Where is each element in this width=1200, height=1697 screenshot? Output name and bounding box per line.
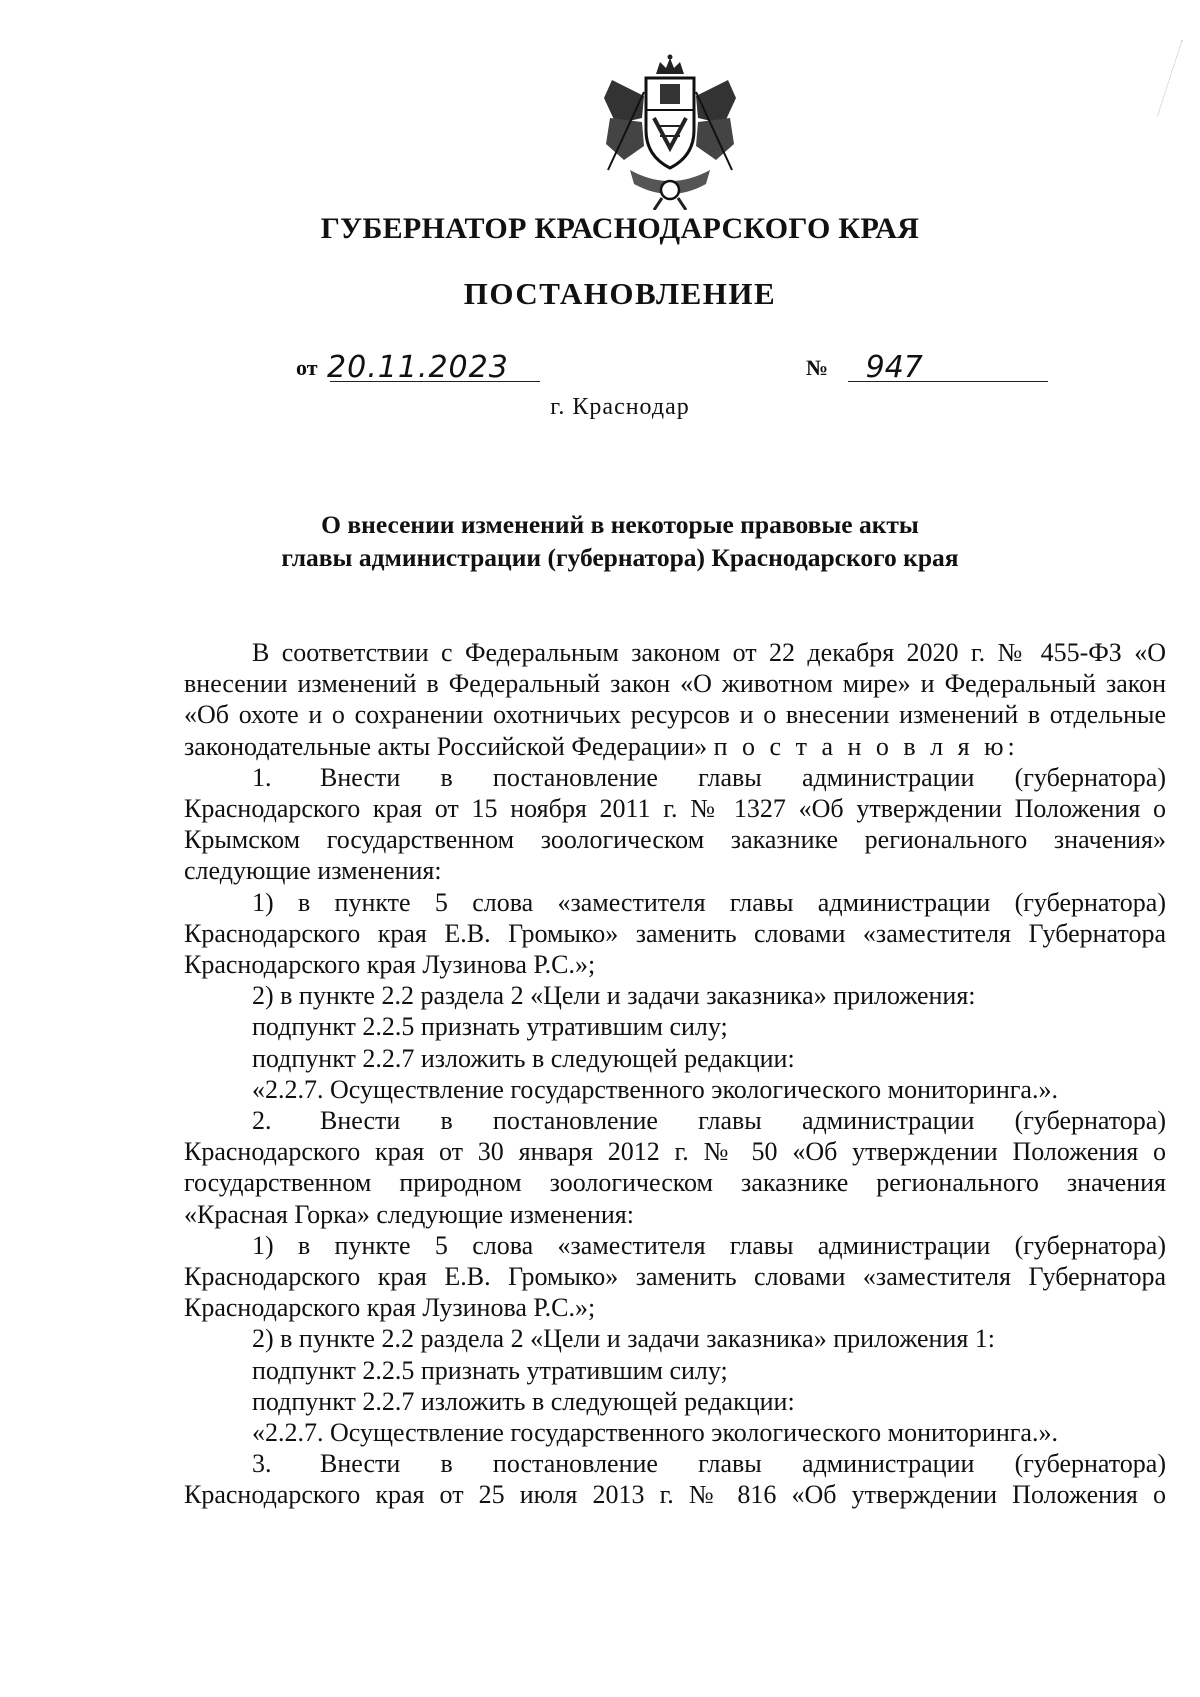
date-prefix: от [296,355,318,380]
item-2-sub-2: 2) в пункте 2.2 раздела 2 «Цели и задачи заказника» приложения 1: [252,1324,996,1354]
item-1 [184,762,1166,887]
item-1-sub-2: 2) в пункте 2.2 раздела 2 «Цели и задачи заказника» приложения: [252,981,976,1011]
preamble [184,637,1166,762]
handwritten-date: 20.11.2023 [327,350,509,385]
item-2-sub-2-b: подпункт 2.2.7 изложить в следующей редакции: [252,1386,795,1416]
title-line-2: главы администрации (губернатора) Краснодарского края [281,543,959,572]
coat-of-arms-emblem [602,52,738,210]
number-field [806,348,923,383]
item-2-text: Внести в постановление главы администрации (губернатора) Краснодарского края от 30 января 2012 г. № 50 «Об утверждении Положения о государственном природном зоологическом заказнике регионального значения «Красная Горка» следующие изменения: [184,1106,1166,1229]
item-2-sub-2-c: «2.2.7. Осуществление государственного экологического мониторинга.». [252,1418,1058,1448]
item-2-number: 2. [252,1106,272,1136]
document-title [0,508,1200,574]
date-underline [330,381,540,382]
item-1-sub-2-b: подпункт 2.2.7 изложить в следующей редакции: [252,1043,795,1073]
document-type: ПОСТАНОВЛЕНИЕ [463,276,777,311]
preamble-text: В соответствии с Федеральным законом от 22 декабря 2020 г. № 455-ФЗ «О внесении изменений в Федеральный закон «О животном мире» и Федеральный закон «Об охоте и о сохранении охотничьих ресурсов и о внесении изменений в отдельные законодательные акты Российской Федерации» [184,638,1166,761]
item-2-sub-2-a: подпункт 2.2.5 признать утратившим силу; [252,1355,728,1385]
item-2 [184,1105,1166,1230]
item-1-number: 1. [252,762,272,792]
item-1-sub-1: 1) в пункте 5 слова «заместителя главы администрации (губернатора) Краснодарского края Е.В. Громыко» заменить словами «заместителя Губернатора Краснодарского края Лузинова Р.С.»; [184,887,1166,980]
item-1-sub-2-c: «2.2.7. Осуществление государственного экологического мониторинга.». [252,1074,1058,1104]
item-3 [184,1448,1166,1510]
document-body [184,637,1166,1511]
date-field [296,348,509,383]
city-of-issue: г. Краснодар [550,394,690,420]
number-prefix: № [806,355,829,380]
item-3-number: 3. [252,1449,272,1479]
handwritten-number: 947 [865,350,923,385]
resolution-word: п о с т а н о в л я ю: [713,731,1019,761]
scan-artifact [1157,40,1194,120]
item-3-text: Внести в постановление главы администрации (губернатора) Краснодарского края от 25 июля 2013 г. № 816 «Об утверждении Положения о [184,1449,1166,1510]
item-1-text: Внести в постановление главы администрации (губернатора) Краснодарского края от 15 ноября 2011 г. № 1327 «Об утверждении Положения о Крымском государственном зоологическом заказнике регионального значения» следующие изменения: [184,762,1166,886]
item-1-sub-2-a: подпункт 2.2.5 признать утратившим силу; [252,1012,728,1042]
number-underline [848,381,1048,382]
item-2-sub-1: 1) в пункте 5 слова «заместителя главы администрации (губернатора) Краснодарского края Е.В. Громыко» заменить словами «заместителя Губернатора Краснодарского края Лузинова Р.С.»; [184,1230,1166,1323]
issuing-authority: ГУБЕРНАТОР КРАСНОДАРСКОГО КРАЯ [320,212,920,245]
title-line-1: О внесении изменений в некоторые правовые акты [321,510,919,539]
